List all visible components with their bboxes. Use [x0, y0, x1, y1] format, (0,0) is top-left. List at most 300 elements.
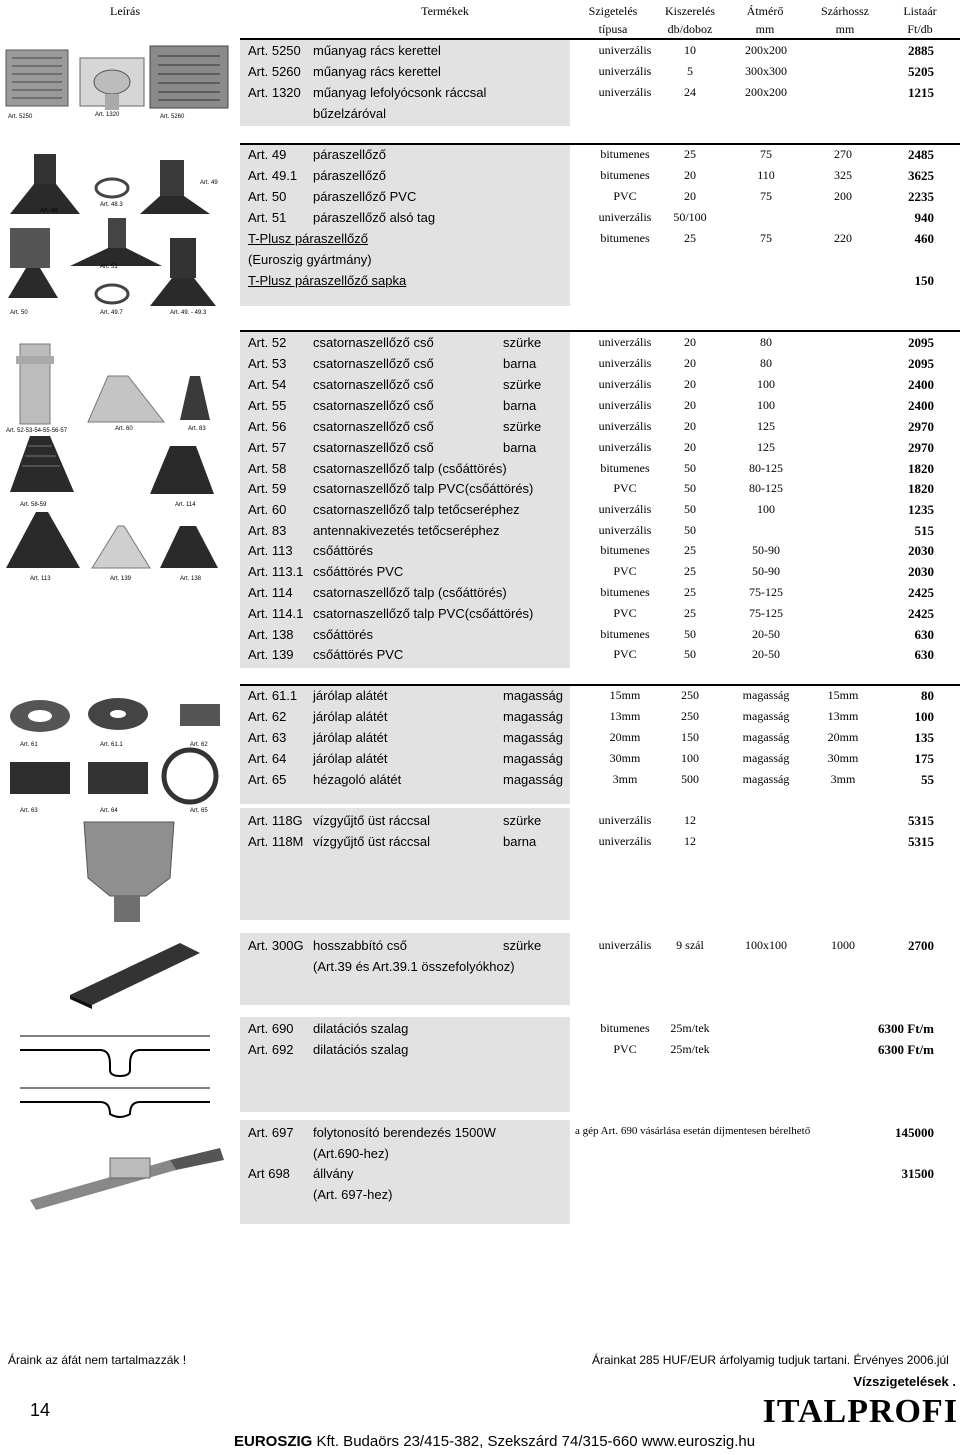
- expansion-joint-diagram: [10, 1020, 220, 1120]
- cell-desc: csatornaszellőző cső: [313, 419, 434, 434]
- cell-atm: 200x200: [745, 43, 787, 57]
- table-row: [240, 1144, 960, 1165]
- cell-kisz: 250: [681, 688, 699, 702]
- header-termekek: Termékek: [421, 4, 469, 18]
- cell-atm: magasság: [742, 730, 790, 744]
- cell-art: Art. 300G: [248, 938, 304, 953]
- cell-kisz: 25m/tek: [670, 1042, 710, 1056]
- cell-type: univerzális: [598, 64, 652, 78]
- table-row: [240, 770, 960, 791]
- cell-art: Art. 5260: [248, 64, 301, 79]
- table-row: [240, 438, 960, 459]
- cell-color: barna: [503, 356, 537, 371]
- cell-type: PVC: [613, 564, 637, 578]
- image-label: Art. 113: [30, 576, 51, 582]
- table-row: [240, 749, 960, 770]
- cell-atm: 110: [757, 168, 775, 182]
- table-row: [240, 459, 960, 480]
- header-szigeteles: Szigetelés: [588, 4, 638, 18]
- table-row: [240, 1019, 960, 1040]
- cell-atm: 80: [760, 335, 772, 349]
- header-kiszereles-sub: db/doboz: [667, 22, 713, 36]
- cell-type: univerzális: [598, 419, 652, 433]
- cell-kisz: 50/100: [673, 210, 707, 224]
- image-label: Art. 65: [190, 808, 208, 814]
- cell-szar: 220: [834, 231, 852, 245]
- cell-desc: folytonosító berendezés 1500W: [313, 1125, 496, 1140]
- header-leiras: Leírás: [110, 4, 140, 18]
- table-row: [240, 187, 960, 208]
- image-label: Art. 139: [110, 576, 132, 582]
- cell-szar: 13mm: [827, 709, 859, 723]
- cell-kisz: 100: [681, 751, 699, 765]
- image-label: Art. 49: [200, 180, 218, 186]
- cell-atm: 50-90: [752, 543, 780, 557]
- cell-price: 31500: [901, 1166, 934, 1181]
- cell-type: univerzális: [598, 356, 652, 370]
- italprofi-logo: ITALPROFI: [762, 1393, 958, 1430]
- cell-type: bitumenes: [600, 543, 650, 557]
- table-row: [240, 62, 960, 83]
- cell-art: Art. 51: [248, 210, 287, 225]
- cell-kisz: 50: [684, 481, 696, 495]
- cell-atm: 75: [760, 147, 772, 161]
- cell-atm: 75: [760, 189, 772, 203]
- cell-art: Art. 83: [248, 523, 287, 538]
- cell-desc: járólap alátét: [313, 751, 388, 766]
- cell-color: szürke: [503, 813, 542, 828]
- cell-type: PVC: [613, 189, 637, 203]
- cell-color: magasság: [503, 772, 563, 787]
- cell-desc: páraszellőző PVC: [313, 189, 417, 204]
- cell-art: Art. 62: [248, 709, 287, 724]
- cell-kisz: 50: [684, 461, 696, 475]
- cell-kisz: 25: [684, 606, 696, 620]
- cell-price: 135: [914, 730, 934, 745]
- cell-price: 2425: [908, 606, 934, 621]
- table-row: [240, 41, 960, 62]
- table-row: [240, 583, 960, 604]
- cell-type: bitumenes: [600, 627, 650, 641]
- cell-price: 2970: [908, 419, 934, 434]
- cell-atm: 80: [760, 356, 772, 370]
- cell-type: univerzális: [598, 834, 652, 848]
- grate-product-image: [0, 38, 235, 122]
- paver-support-product-image: [0, 690, 235, 818]
- cell-price: 2095: [908, 356, 934, 371]
- cell-kisz: 20: [684, 398, 696, 412]
- cell-art: Art. 53: [248, 356, 287, 371]
- image-label: Art. 5260: [160, 114, 185, 120]
- cell-price: 80: [921, 688, 934, 703]
- cell-atm: magasság: [742, 688, 790, 702]
- cell-type: bitumenes: [600, 147, 650, 161]
- cell-desc: műanyag rács kerettel: [313, 43, 441, 58]
- cell-desc: csatornaszellőző talp PVC(csőáttörés): [313, 606, 534, 621]
- cell-art: Art. 60: [248, 502, 287, 517]
- cell-type: bitumenes: [600, 585, 650, 599]
- cell-atm: 75: [760, 231, 772, 245]
- cell-type: univerzális: [598, 398, 652, 412]
- cell-desc: csőáttörés: [313, 627, 373, 642]
- header-atmero: Átmérő: [746, 4, 784, 18]
- company-line: [234, 1433, 755, 1450]
- image-label: Art. 64: [100, 808, 118, 814]
- table-row: [240, 1164, 960, 1185]
- cell-kisz: 20: [684, 440, 696, 454]
- cell-price: 145000: [895, 1125, 934, 1140]
- cell-price: 175: [914, 751, 934, 766]
- cell-price: 2030: [908, 564, 934, 579]
- cell-price: 1820: [908, 461, 934, 476]
- cell-price: 1820: [908, 481, 934, 496]
- header-kiszereles: Kiszerelés: [665, 4, 715, 18]
- cell-atm: 100: [757, 398, 775, 412]
- cell-art: Art. 692: [248, 1042, 294, 1057]
- cell-type: PVC: [613, 1042, 637, 1056]
- cell-art: Art. 57: [248, 440, 287, 455]
- cell-kisz: 20: [684, 335, 696, 349]
- table-row: [240, 625, 960, 646]
- sewer-vent-product-image: [0, 336, 235, 584]
- cell-kisz: 250: [681, 709, 699, 723]
- cell-type: univerzális: [598, 335, 652, 349]
- cell-price: 5205: [908, 64, 934, 79]
- cell-desc: csatornaszellőző talp tetőcseréphez: [313, 502, 520, 517]
- table-row: [240, 562, 960, 583]
- cell-atm: 80-125: [749, 461, 783, 475]
- table-row: [240, 354, 960, 375]
- section-line: [240, 38, 960, 40]
- table-row: [240, 250, 960, 271]
- cell-art: Art. 59: [248, 481, 287, 496]
- cell-color: szürke: [503, 335, 542, 350]
- cell-art: Art. 114.1: [248, 606, 304, 621]
- cell-desc: antennakivezetés tetőcseréphez: [313, 523, 500, 538]
- table-row: [240, 145, 960, 166]
- cell-price: 460: [914, 231, 934, 246]
- image-label: Art. 48: [40, 208, 58, 214]
- cell-price: 6300 Ft/m: [878, 1021, 934, 1036]
- table-row: [240, 728, 960, 749]
- cell-desc: csőáttörés: [313, 543, 373, 558]
- table-row: [240, 83, 960, 104]
- cell-art: Art. 55: [248, 398, 287, 413]
- cell-kisz: 5: [687, 64, 693, 78]
- table-row: [240, 375, 960, 396]
- image-label: Art. 52-53-54-55-56-57: [6, 428, 68, 434]
- cell-atm: 100: [757, 377, 775, 391]
- image-label: Art. 58-59: [20, 502, 47, 508]
- cell-desc: állvány: [313, 1166, 354, 1181]
- cell-kisz: 25m/tek: [670, 1021, 710, 1035]
- cell-price: 2400: [908, 377, 934, 392]
- cell-type: PVC: [613, 606, 637, 620]
- cell-color: barna: [503, 834, 537, 849]
- cell-desc: csőáttörés PVC: [313, 647, 404, 662]
- cell-art: T-Plusz páraszellőző sapka: [248, 273, 407, 288]
- header-listaar-sub: Ft/db: [907, 22, 933, 36]
- cell-atm: 200x200: [745, 85, 787, 99]
- extension-pipe-image: [60, 935, 210, 1010]
- image-label: Art. 60: [115, 426, 133, 432]
- cell-art: Art. 113.1: [248, 564, 304, 579]
- cell-desc: dilatációs szalag: [313, 1042, 409, 1057]
- cell-art: Art. 54: [248, 377, 287, 392]
- cell-price: 2425: [908, 585, 934, 600]
- table-row: [240, 957, 960, 978]
- cell-color: szürke: [503, 377, 542, 392]
- cell-szar: 20mm: [827, 730, 859, 744]
- page-number: 14: [30, 1400, 51, 1420]
- cell-atm: 20-50: [752, 627, 780, 641]
- cell-color: magasság: [503, 751, 563, 766]
- cell-price: 3625: [908, 168, 934, 183]
- table-row: [240, 541, 960, 562]
- cell-art: Art. 49: [248, 147, 287, 162]
- cell-art: Art. 49.1: [248, 168, 298, 183]
- cell-price: 940: [914, 210, 934, 225]
- cell-atm: magasság: [742, 709, 790, 723]
- cell-desc: járólap alátét: [313, 730, 388, 745]
- image-label: Art. 61.1: [100, 742, 123, 748]
- cell-type: univerzális: [598, 523, 652, 537]
- table-row: [240, 604, 960, 625]
- cell-desc: műanyag rács kerettel: [313, 64, 441, 79]
- cell-desc: csatornaszellőző cső: [313, 398, 434, 413]
- image-label: Art. 61: [20, 742, 38, 748]
- cell-color: barna: [503, 440, 537, 455]
- cell-szar: 270: [834, 147, 852, 161]
- cell-atm: 100: [757, 502, 775, 516]
- cell-art: Art. 5250: [248, 43, 301, 58]
- cell-type: univerzális: [598, 85, 652, 99]
- cell-art: Art. 113: [248, 543, 293, 558]
- cell-price: 2235: [908, 189, 934, 204]
- cell-desc: csatornaszellőző cső: [313, 335, 434, 350]
- cell-price: 1235: [908, 502, 934, 517]
- section-line: [240, 330, 960, 332]
- cell-type: univerzális: [598, 210, 652, 224]
- cell-art: Art. 118G: [248, 813, 303, 828]
- cell-art: Art. 118M: [248, 834, 304, 849]
- table-row: [240, 832, 960, 853]
- cell-kisz: 50: [684, 502, 696, 516]
- cell-art: (Euroszig gyártmány): [248, 252, 372, 267]
- cell-kisz: 50: [684, 647, 696, 661]
- image-label: Art. 62: [190, 742, 208, 748]
- cell-type: 15mm: [609, 688, 641, 702]
- table-row: [240, 104, 960, 125]
- vat-note: Áraink az áfát nem tartalmazzák !: [8, 1353, 187, 1367]
- table-row: [240, 686, 960, 707]
- cell-type: bitumenes: [600, 168, 650, 182]
- cell-price: 5315: [908, 813, 934, 828]
- cell-desc: (Art.690-hez): [313, 1146, 389, 1161]
- table-row: [240, 811, 960, 832]
- cell-art: Art. 50: [248, 189, 287, 204]
- cell-type: univerzális: [598, 377, 652, 391]
- company-contact: Kft. Budaörs 23/415-382, Szekszárd 74/315-660 www.euroszig.hu: [312, 1433, 756, 1450]
- table-row: [240, 936, 960, 957]
- cell-color: szürke: [503, 938, 542, 953]
- image-label: Art. 63: [20, 808, 38, 814]
- cell-color: szürke: [503, 419, 542, 434]
- image-label: Art. 5250: [8, 114, 33, 120]
- cell-color: barna: [503, 398, 537, 413]
- cell-price: 100: [914, 709, 934, 724]
- cell-type: 3mm: [612, 772, 638, 786]
- cell-price: 2485: [908, 147, 934, 162]
- vent-product-image: [0, 148, 235, 320]
- cell-desc: páraszellőző: [313, 168, 386, 183]
- cell-desc: csatornaszellőző talp (csőáttörés): [313, 585, 507, 600]
- cell-kisz: 25: [684, 564, 696, 578]
- cell-art: Art. 138: [248, 627, 294, 642]
- cell-kisz: 20: [684, 377, 696, 391]
- cell-desc: műanyag lefolyócsonk ráccsal: [313, 85, 487, 100]
- cell-type: bitumenes: [600, 231, 650, 245]
- table-row: [240, 396, 960, 417]
- cell-art: Art. 61.1: [248, 688, 298, 703]
- cell-atm: 80-125: [749, 481, 783, 495]
- rainwater-hopper-image: [70, 818, 190, 928]
- cell-szar: 325: [834, 168, 852, 182]
- cell-art: Art. 1320: [248, 85, 301, 100]
- cell-desc: csatornaszellőző talp (csőáttörés): [313, 461, 507, 476]
- table-row: [240, 1185, 960, 1206]
- cell-desc: járólap alátét: [313, 688, 388, 703]
- cell-kisz: 20: [684, 189, 696, 203]
- cell-type: univerzális: [598, 938, 652, 952]
- table-row: [240, 479, 960, 500]
- cell-desc: csatornaszellőző cső: [313, 356, 434, 371]
- cell-atm: 100x100: [745, 938, 787, 952]
- cell-kisz: 9 szál: [676, 938, 704, 952]
- cell-szar: 3mm: [830, 772, 856, 786]
- cell-art: Art. 64: [248, 751, 287, 766]
- cell-type: 13mm: [609, 709, 641, 723]
- header-szarhossz: Szárhossz: [821, 4, 869, 18]
- cell-kisz: 10: [684, 43, 696, 57]
- heating-tool-image: [20, 1130, 230, 1240]
- cell-atm: 50-90: [752, 564, 780, 578]
- cell-type: univerzális: [598, 440, 652, 454]
- cell-art: Art. 52: [248, 335, 287, 350]
- section-title: Vízszigetelések .: [853, 1374, 956, 1389]
- cell-atm: 300x300: [745, 64, 787, 78]
- cell-desc: dilatációs szalag: [313, 1021, 409, 1036]
- cell-kisz: 24: [684, 85, 696, 99]
- cell-art: Art. 63: [248, 730, 287, 745]
- header-atmero-sub: mm: [755, 22, 775, 36]
- cell-desc: hézagoló alátét: [313, 772, 402, 787]
- table-row: [240, 417, 960, 438]
- cell-color: magasság: [503, 709, 563, 724]
- header-szigeteles-sub: típusa: [598, 22, 628, 36]
- table-row: [240, 208, 960, 229]
- header-listaar: Listaár: [903, 4, 937, 18]
- cell-atm: 20-50: [752, 647, 780, 661]
- cell-price: 55: [921, 772, 934, 787]
- table-row: [240, 271, 960, 292]
- table-header: [0, 0, 960, 38]
- cell-atm: 75-125: [749, 585, 783, 599]
- cell-atm: 75-125: [749, 606, 783, 620]
- cell-type: 30mm: [609, 751, 641, 765]
- cell-price: 2700: [908, 938, 934, 953]
- cell-desc: járólap alátét: [313, 709, 388, 724]
- cell-kisz: 150: [681, 730, 699, 744]
- table-row: [240, 333, 960, 354]
- cell-desc: bűzelzáróval: [313, 106, 386, 121]
- cell-desc: csatornaszellőző talp PVC(csőáttörés): [313, 481, 534, 496]
- cell-art: Art. 58: [248, 461, 287, 476]
- table-row: [240, 229, 960, 250]
- cell-price: 630: [914, 627, 934, 642]
- cell-price: 2970: [908, 440, 934, 455]
- cell-type: PVC: [613, 647, 637, 661]
- table-row: [240, 500, 960, 521]
- cell-desc: vízgyűjtő üst ráccsal: [313, 834, 431, 849]
- table-row: [240, 521, 960, 542]
- cell-type: bitumenes: [600, 461, 650, 475]
- cell-kisz: 12: [684, 834, 696, 848]
- cell-type: PVC: [613, 481, 637, 495]
- cell-kisz: 20: [684, 356, 696, 370]
- cell-price: 1215: [908, 85, 934, 100]
- table-row: [240, 645, 960, 666]
- cell-price: 2095: [908, 335, 934, 350]
- header-szarhossz-sub: mm: [835, 22, 855, 36]
- cell-kisz: 25: [684, 585, 696, 599]
- cell-desc: csőáttörés PVC: [313, 564, 404, 579]
- cell-kisz: 50: [684, 523, 696, 537]
- cell-type: univerzális: [598, 813, 652, 827]
- cell-szar: 30mm: [827, 751, 859, 765]
- table-row: [240, 1040, 960, 1061]
- cell-atm: magasság: [742, 751, 790, 765]
- image-label: Art. 49. - 49.3: [170, 310, 207, 316]
- cell-desc: (Art. 697-hez): [313, 1187, 393, 1202]
- cell-kisz: 500: [681, 772, 699, 786]
- cell-kisz: 20: [684, 168, 696, 182]
- cell-art: Art. 139: [248, 647, 294, 662]
- cell-atm: 125: [757, 440, 775, 454]
- cell-atm: magasság: [742, 772, 790, 786]
- cell-kisz: 25: [684, 147, 696, 161]
- cell-desc: páraszellőző: [313, 147, 386, 162]
- cell-kisz: 12: [684, 813, 696, 827]
- cell-art: Art. 697: [248, 1125, 294, 1140]
- cell-color: magasság: [503, 730, 563, 745]
- cell-desc: páraszellőző alsó tag: [313, 210, 436, 225]
- cell-desc: csatornaszellőző cső: [313, 440, 434, 455]
- cell-art: T-Plusz páraszellőző: [248, 231, 368, 246]
- cell-art: Art. 114: [248, 585, 293, 600]
- image-label: Art. 51: [100, 264, 118, 270]
- cell-szar: 15mm: [827, 688, 859, 702]
- image-label: Art. 138: [180, 576, 202, 582]
- cell-price: 2030: [908, 543, 934, 558]
- cell-price: 2885: [908, 43, 934, 58]
- cell-kisz: 20: [684, 419, 696, 433]
- exchange-rate-note: Árainkat 285 HUF/EUR árfolyamig tudjuk tartani. Érvényes 2006.júl: [592, 1353, 949, 1367]
- cell-type: bitumenes: [600, 1021, 650, 1035]
- cell-desc: vízgyűjtő üst ráccsal: [313, 813, 431, 828]
- image-label: Art. 114: [175, 502, 196, 508]
- cell-art: Art 698: [248, 1166, 290, 1181]
